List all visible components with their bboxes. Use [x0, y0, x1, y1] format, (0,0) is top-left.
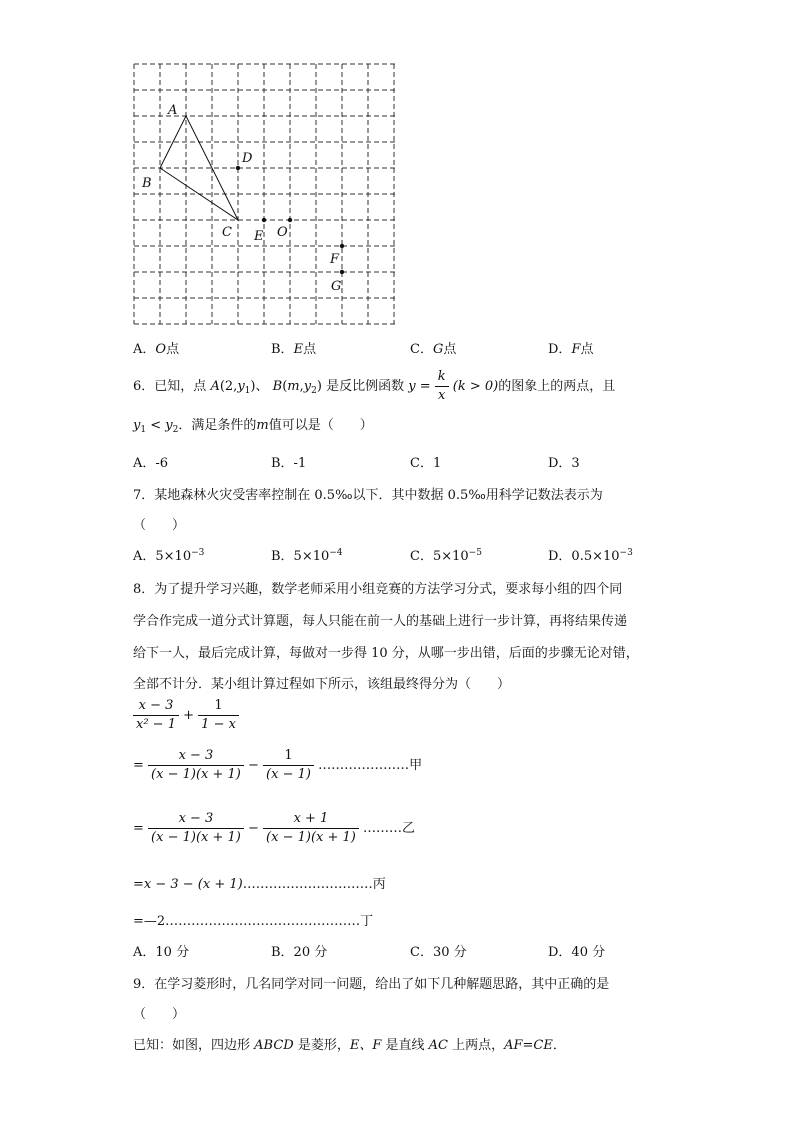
point-g: [340, 270, 344, 274]
q6-line2: $y_1 < y_2$．满足条件的m值可以是（ ）: [133, 418, 373, 435]
q6-option-b[interactable]: B．-1: [271, 456, 307, 471]
q7-option-c[interactable]: C．$5\times 10^{-5}$: [410, 548, 482, 564]
grid-figure: [128, 60, 404, 332]
q5-option-a[interactable]: A．O点: [133, 342, 180, 357]
label-c: C: [222, 225, 232, 240]
q6-line1: 6．已知，点 $A(2,y_1)$、 $B(m,y_2)$ 是反比例函数 y = $\frac{k}{x}$ (k > 0)的图象上的两点，且: [133, 369, 616, 403]
q8-option-a[interactable]: A．10 分: [133, 945, 190, 960]
q9-line3: 已知：如图，四边形 ABCD 是菱形，E、F 是直线 AC 上两点，AF=CE．: [133, 1038, 566, 1053]
point-o: [288, 218, 292, 222]
q8-option-d[interactable]: D．40 分: [548, 945, 606, 960]
fraction-k-over-x: $\frac{k}{x}$: [435, 368, 449, 405]
q5-option-d[interactable]: D．F点: [548, 342, 594, 357]
q8-line2: 学合作完成一道分式计算题，每人只能在前一人的基础上进行一步计算，再将结果传递: [133, 614, 628, 629]
label-b: B: [142, 176, 152, 191]
point-d: [236, 166, 240, 170]
point-e: [262, 218, 266, 222]
point-f: [340, 244, 344, 248]
q7-option-a[interactable]: A．$5\times 10^{-3}$: [133, 548, 205, 564]
q7-option-d[interactable]: D．$0.5\times 10^{-3}$: [548, 548, 633, 564]
q5-option-b[interactable]: B．E点: [271, 342, 317, 357]
label-g: G: [331, 279, 342, 294]
q8-step-jia: = $\frac{x - 3}{(x - 1)(x + 1)}$ − $\frac{1}{(x - 1)}$ …………………甲: [133, 748, 423, 782]
q9-line2: （ ）: [133, 1007, 186, 1022]
q8-expression: $\frac{x - 3}{\text{x² − 1}}$ + $\frac{1}{1 - x}$: [133, 697, 239, 734]
q6-option-d[interactable]: D．3: [548, 456, 580, 471]
q5-option-c[interactable]: C．G点: [410, 342, 457, 357]
q7-option-b[interactable]: B．$5\times 10^{-4}$: [271, 548, 343, 564]
q8-step-yi: = $\frac{x - 3}{(x - 1)(x + 1)}$ − $\frac{x + 1}{(x - 1)(x + 1)}$ ………乙: [133, 811, 416, 845]
label-f: F: [330, 252, 340, 267]
label-a: A: [168, 103, 178, 118]
label-e: E: [254, 229, 264, 244]
label-o: O: [277, 225, 288, 240]
q7-line2: （ ）: [133, 518, 186, 533]
q6-option-a[interactable]: A．-6: [133, 456, 169, 471]
q8-option-b[interactable]: B．20 分: [271, 945, 328, 960]
q9-line1: 9．在学习菱形时，几名同学对同一问题，给出了如下几种解题思路，其中正确的是: [133, 977, 610, 992]
q8-line3: 给下一人，最后完成计算，每做对一步得 10 分，从哪一步出错，后面的步骤无论对错，: [133, 646, 639, 661]
q8-line1: 8．为了提升学习兴趣，数学老师采用小组竞赛的方法学习分式，要求每小组的四个同: [133, 582, 623, 597]
label-d: D: [242, 151, 253, 166]
q6-option-c[interactable]: C．1: [410, 456, 442, 471]
q7-line1: 7．某地森林火灾受害率控制在 0.5‰以下．其中数据 0.5‰用科学记数法表示为: [133, 488, 603, 503]
q8-step-bing: =x − 3 − (x + 1)…………………………丙: [133, 877, 386, 892]
q8-line4: 全部不计分．某小组计算过程如下所示，该组最终得分为（ ）: [133, 677, 511, 692]
q8-step-ding: =—2………………………………………丁: [133, 914, 374, 929]
q8-option-c[interactable]: C．30 分: [410, 945, 467, 960]
